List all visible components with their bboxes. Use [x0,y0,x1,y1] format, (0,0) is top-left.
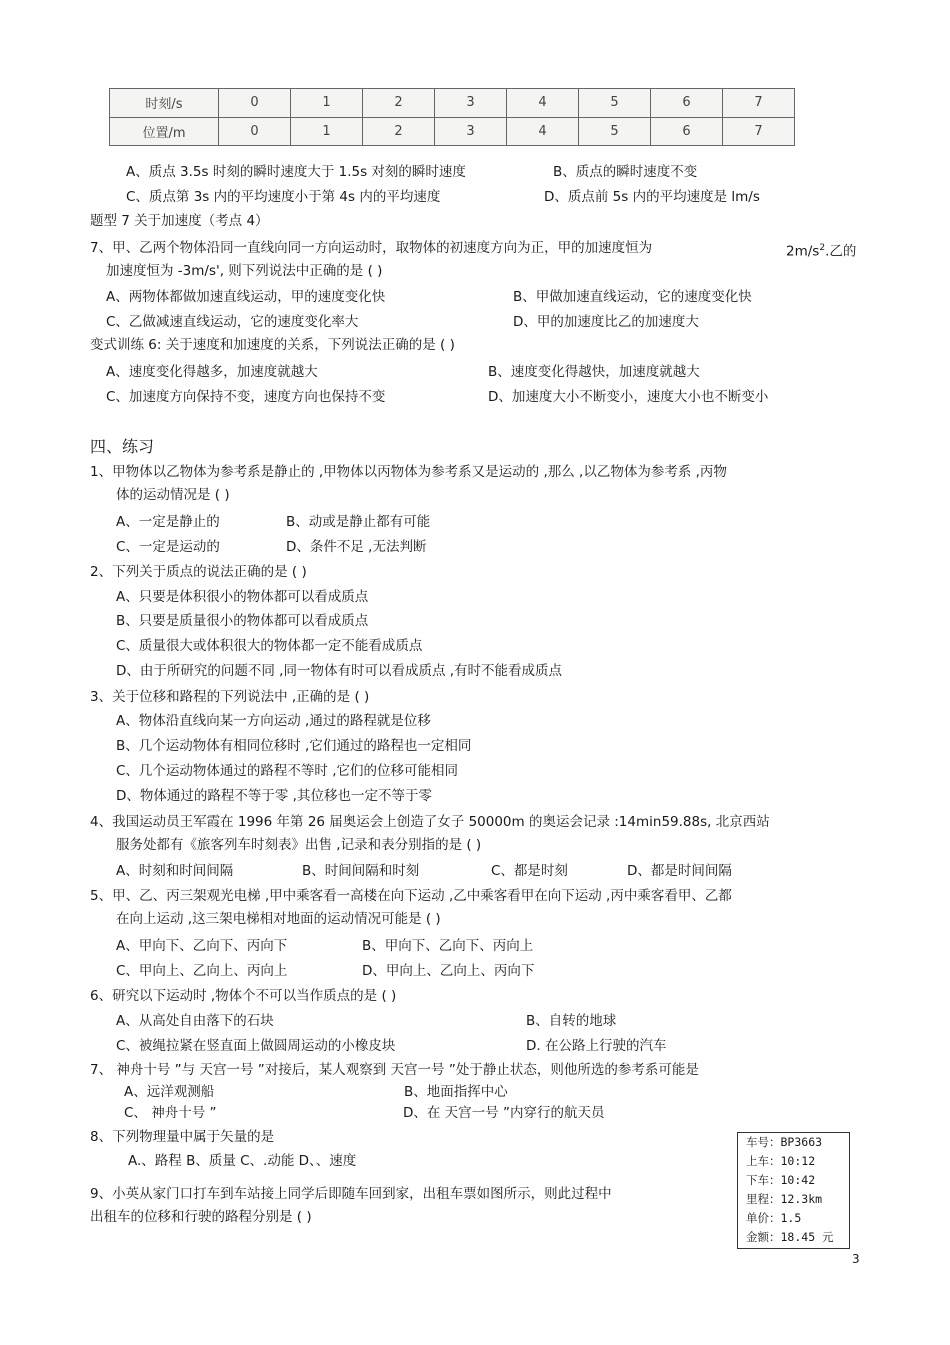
option-d: D、都是时间间隔 [627,863,732,879]
option-c: C、甲向上、乙向上、丙向上 [116,963,288,979]
acceleration-value: 2m/s [786,243,820,260]
table-header-cell: 时刻/s [110,89,219,118]
question-text: 2、下列关于质点的说法正确的是 ( ) [90,564,307,580]
option-d: D、质点前 5s 内的平均速度是 lm/s [544,189,760,205]
option-b: B、质点的瞬时速度不变 [553,164,698,180]
table-cell: 5 [579,89,651,118]
question-text: .乙的 [825,243,857,260]
option-d: D、甲的加速度比乙的加速度大 [513,314,699,330]
table-cell: 1 [291,89,363,118]
option-b: B、动或是静止都有可能 [286,514,431,530]
question-text: 3、关于位移和路程的下列说法中 ,正确的是 ( ) [90,689,370,705]
table-cell: 4 [507,89,579,118]
table-cell: 7 [723,117,795,146]
option-a: A、时刻和时间间隔 [116,863,234,879]
table-header-cell: 位置/m [110,117,219,146]
question-text: 加速度恒为 -3m/s', 则下列说法中正确的是 ( ) [106,263,383,279]
option-b: B、甲做加速直线运动，它的速度变化快 [513,289,752,305]
option-a: A、只要是体积很小的物体都可以看成质点 [116,589,369,605]
ticket-line: 里程：12.3km [746,1192,823,1206]
table-cell: 3 [435,89,507,118]
question-text: 1、甲物体以乙物体为参考系是静止的 ,甲物体以丙物体为参考系又是运动的 ,那么 ,以乙物体为参考系 ,丙物 [90,464,727,480]
table-cell: 5 [579,117,651,146]
option-d: D、甲向上、乙向上、丙向下 [362,963,535,979]
option-b: B、自转的地球 [526,1013,617,1029]
ticket-line: 上车：10:12 [746,1154,816,1168]
question-text: 出租车的位移和行驶的路程分别是 ( ) [90,1209,312,1225]
option-c: C、 神舟十号 ” [124,1105,217,1121]
page-number: 3 [852,1252,860,1266]
option-d: D、物体通过的路程不等于零 ,其位移也一定不等于零 [116,788,432,804]
option-c: C、加速度方向保持不变，速度方向也保持不变 [106,389,386,405]
options-row: A.、路程 B、质量 C、.动能 D、、速度 [128,1153,357,1169]
option-a: A、远洋观测船 [124,1084,215,1100]
option-d: D、在 天宫一号 ”内穿行的航天员 [403,1105,605,1121]
time-position-table [109,88,795,146]
question-text: 7、甲、乙两个物体沿同一直线向同一方向运动时，取物体的初速度方向为正，甲的加速度恒为 [90,240,653,256]
option-b: B、速度变化得越快，加速度就越大 [488,364,700,380]
ticket-line: 下车：10:42 [746,1173,816,1187]
question-text: 在向上运动 ,这三架电梯相对地面的运动情况可能是 ( ) [116,911,441,927]
table-row [110,89,795,118]
option-c: C、几个运动物体通过的路程不等时 ,它们的位移可能相同 [116,763,459,779]
question-text: 5、甲、乙、丙三架观光电梯 ,甲中乘客看一高楼在向下运动 ,乙中乘客看甲在向下运动 ,丙中乘客看甲、乙都 [90,888,732,904]
option-a: A、两物体都做加速直线运动，甲的速度变化快 [106,289,386,305]
superscript: 2 [819,243,826,253]
option-b: B、几个运动物体有相同位移时 ,它们通过的路程也一定相同 [116,738,472,754]
option-d: D、条件不足 ,无法判断 [286,539,427,555]
question-text: 体的运动情况是 ( ) [116,487,230,503]
option-a: A、一定是静止的 [116,514,220,530]
option-c: C、都是时刻 [491,863,568,879]
table-cell: 7 [723,89,795,118]
taxi-ticket [737,1132,850,1249]
option-d: D、加速度大小不断变小，速度大小也不断变小 [488,389,769,405]
question-text: 变式训练 6: 关于速度和加速度的关系，下列说法正确的是 ( ) [90,337,455,353]
ticket-line: 车号：BP3663 [746,1135,823,1149]
table-cell: 4 [507,117,579,146]
option-d: D. 在公路上行驶的汽车 [526,1038,667,1054]
table-cell: 2 [363,117,435,146]
section-heading: 题型 7 关于加速度（考点 4） [90,213,269,229]
table-cell: 6 [651,117,723,146]
ticket-line: 金额：18.45 元 [746,1230,834,1244]
table-cell: 6 [651,89,723,118]
table-cell: 3 [435,117,507,146]
option-c: C、质量很大或体积很大的物体都一定不能看成质点 [116,638,423,654]
option-c: C、乙做减速直线运动，它的速度变化率大 [106,314,359,330]
table-cell: 1 [291,117,363,146]
option-b: B、地面指挥中心 [404,1084,508,1100]
option-a: A、速度变化得越多，加速度就越大 [106,364,318,380]
question-text: 服务处都有《旅客列车时刻表》出售 ,记录和表分别指的是 ( ) [116,837,482,853]
question-text [786,239,856,261]
option-c: C、被绳拉紧在竖直面上做圆周运动的小橡皮块 [116,1038,396,1054]
table-cell: 0 [219,117,291,146]
table-row [110,117,795,146]
option-a: A、物体沿直线向某一方向运动 ,通过的路程就是位移 [116,713,431,729]
question-text: 6、研究以下运动时 ,物体个不可以当作质点的是 ( ) [90,988,397,1004]
option-a: A、从高处自由落下的石块 [116,1013,274,1029]
option-c: C、一定是运动的 [116,539,220,555]
option-a: A、甲向下、乙向下、丙向下 [116,938,288,954]
option-b: B、只要是质量很小的物体都可以看成质点 [116,613,369,629]
option-b: B、甲向下、乙向下、丙向上 [362,938,534,954]
option-b: B、时间间隔和时刻 [302,863,420,879]
question-text: 8、下列物理量中属于矢量的是 [90,1129,275,1145]
table-cell: 0 [219,89,291,118]
question-text: 9、小英从家门口打车到车站接上同学后即随车回到家，出租车票如图所示，则此过程中 [90,1186,612,1202]
ticket-line: 单价：1.5 [746,1211,802,1225]
option-a: A、质点 3.5s 时刻的瞬时速度大于 1.5s 对刻的瞬时速度 [126,164,466,180]
option-c: C、质点第 3s 内的平均速度小于第 4s 内的平均速度 [126,189,441,205]
table-cell: 2 [363,89,435,118]
question-text: 4、我国运动员王军霞在 1996 年第 26 届奥运会上创造了女子 50000m 的奥运会记录 :14min59.88s, 北京西站 [90,814,770,830]
question-text: 7、 神舟十号 ”与 天宫一号 ”对接后，某人观察到 天宫一号 ”处于静止状态，则他所选的参考系可能是 [90,1062,699,1078]
section-title: 四、练习 [90,437,155,456]
option-d: D、由于所研究的问题不同 ,同一物体有时可以看成质点 ,有时不能看成质点 [116,663,563,679]
